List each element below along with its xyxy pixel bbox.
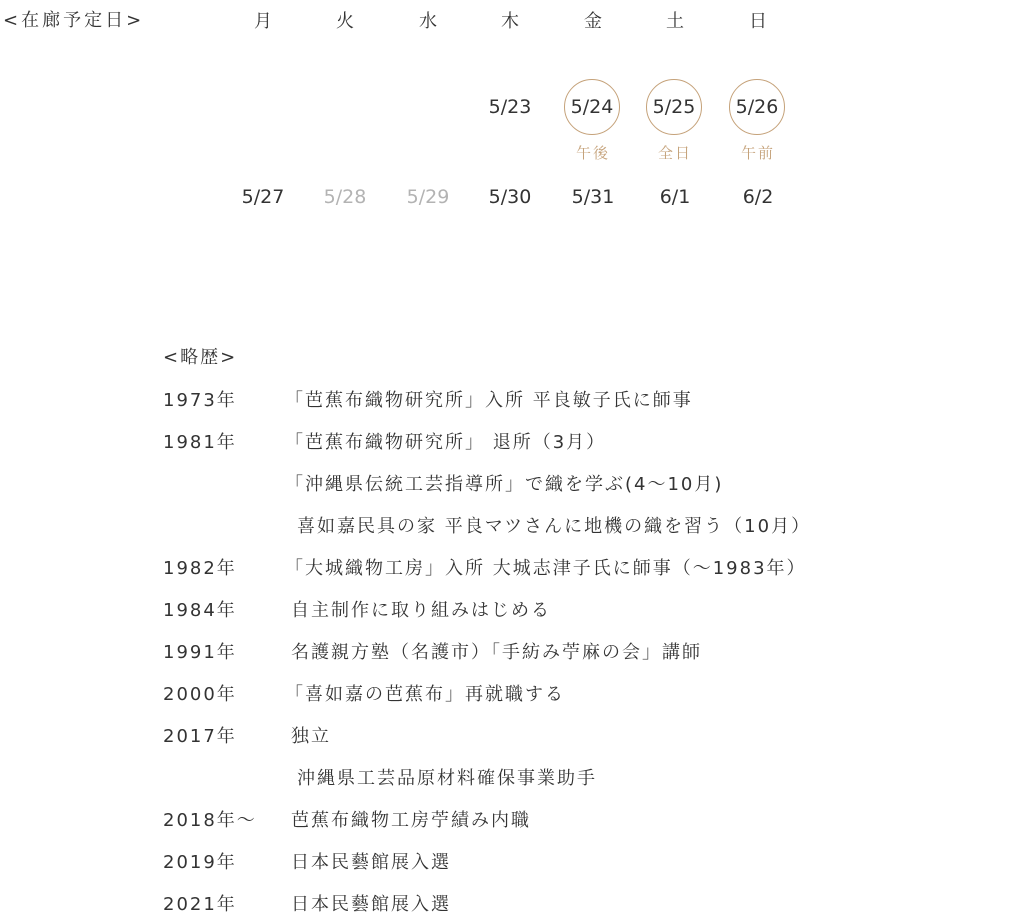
date-closed: 5/28: [323, 186, 367, 208]
date-cell: 6/2: [742, 186, 774, 208]
bio-year: 1984年: [163, 600, 237, 621]
weekday-label: 水: [419, 11, 437, 32]
bio-year: 1981年: [163, 432, 237, 453]
date-present-marker: 5/25: [646, 79, 702, 135]
weekday-label: 日: [749, 11, 767, 32]
weekday-label: 火: [336, 11, 354, 32]
time-slot-label: 全日: [657, 144, 692, 162]
date-cell: 6/1: [659, 186, 691, 208]
bio-year: 2018年〜: [163, 810, 257, 831]
date-cell: 5/31: [571, 186, 615, 208]
bio-description: 独立: [291, 726, 331, 747]
bio-year: 2019年: [163, 852, 237, 873]
bio-description: 「大城織物工房」入所 大城志津子氏に師事（〜1983年）: [285, 558, 807, 579]
date-cell: 5/27: [241, 186, 285, 208]
bio-description: 自主制作に取り組みはじめる: [291, 600, 551, 621]
bio-description: 沖縄県工芸品原材料確保事業助手: [297, 768, 597, 789]
bio-year: 2000年: [163, 684, 237, 705]
bio-title: <略歴>: [163, 347, 238, 368]
weekday-label: 木: [501, 11, 519, 32]
schedule-title: <在廊予定日>: [3, 10, 145, 31]
date-cell: 5/30: [488, 186, 532, 208]
bio-description: 「喜如嘉の芭蕉布」再就職する: [285, 684, 565, 705]
bio-description: 日本民藝館展入選: [291, 852, 451, 873]
bio-description: 喜如嘉民具の家 平良マツさんに地機の織を習う（10月）: [297, 516, 812, 537]
bio-description: 「沖縄県伝統工芸指導所」で織を学ぶ(4〜10月): [285, 474, 724, 495]
bio-description: 「芭蕉布織物研究所」入所 平良敏子氏に師事: [285, 390, 693, 411]
date-closed: 5/29: [406, 186, 450, 208]
bio-year: 1973年: [163, 390, 237, 411]
weekday-label: 月: [254, 11, 272, 32]
date-present-marker: 5/26: [729, 79, 785, 135]
date-present-marker: 5/24: [564, 79, 620, 135]
weekday-label: 金: [584, 11, 602, 32]
weekday-label: 土: [666, 11, 684, 32]
time-slot-label: 午前: [740, 144, 775, 162]
bio-year: 2021年: [163, 894, 237, 915]
bio-description: 「芭蕉布織物研究所」 退所（3月）: [285, 432, 607, 453]
bio-description: 芭蕉布織物工房苧績み内職: [291, 810, 531, 831]
date-cell: 5/23: [488, 96, 532, 118]
bio-description: 名護親方塾（名護市）「手紡み苧麻の会」講師: [291, 642, 702, 663]
bio-year: 1982年: [163, 558, 237, 579]
bio-description: 日本民藝館展入選: [291, 894, 451, 915]
bio-year: 2017年: [163, 726, 237, 747]
time-slot-label: 午後: [575, 144, 610, 162]
bio-year: 1991年: [163, 642, 237, 663]
